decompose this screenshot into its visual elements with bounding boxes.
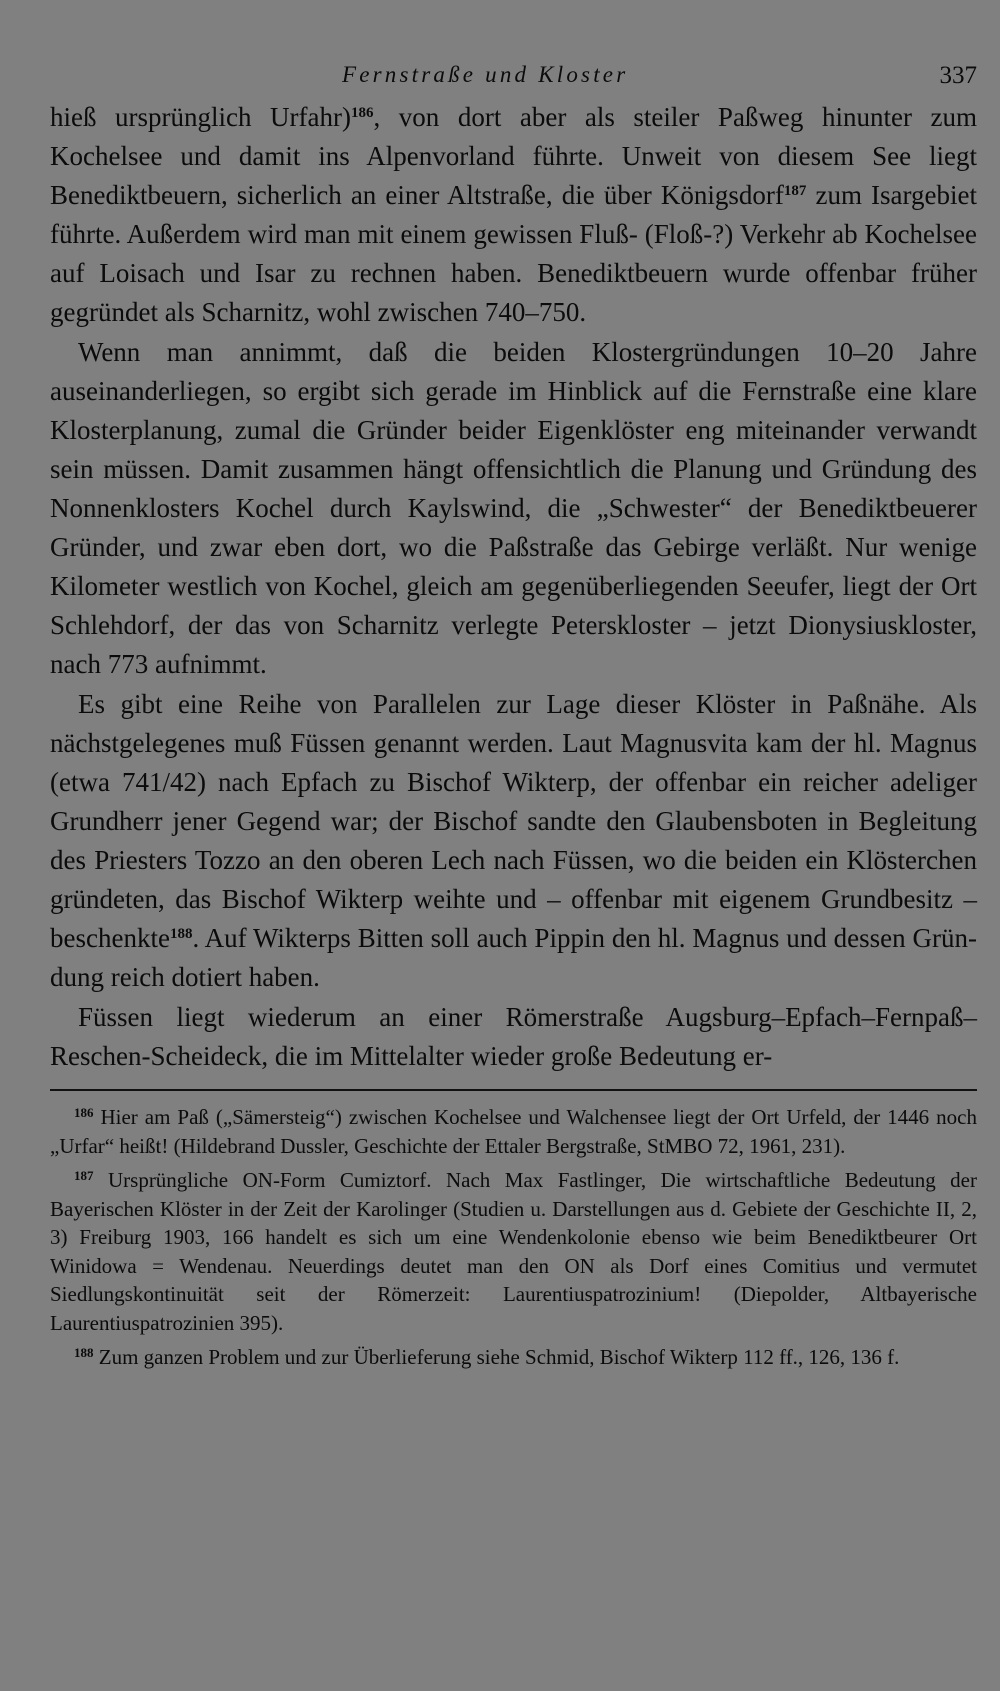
footnotes	[50, 1103, 977, 1372]
footnote-ref-188: 188	[169, 926, 193, 942]
footnote-187	[50, 1166, 977, 1337]
book-page	[50, 58, 977, 1372]
footnote-text-188: Zum ganzen Problem und zur Überlieferung siehe Schmid, Bischof Wikterp 112 ff., 126, 136 f.	[93, 1345, 900, 1369]
body-text	[50, 98, 977, 1076]
paragraph-3-part-b: . Auf Wikterps Bitten soll auch Pippin den hl. Magnus und dessen Gründung reich dotiert haben.	[50, 923, 977, 992]
paragraph-1-part-c: zum Isargebiet führte. Außerdem wird man mit einem gewissen Fluß- (Floß-?) Verkehr ab Kochelsee auf Loisach und Isar zu rechnen haben. Benediktbeuern wurde offenbar früher gegründet als Scharnitz, wohl zwischen 740–750.	[50, 180, 977, 327]
footnote-188	[50, 1343, 977, 1372]
footnote-number-187: 187	[74, 1168, 94, 1183]
running-title: Fernstraße und Kloster	[342, 62, 629, 87]
page-number: 337	[939, 62, 977, 89]
paragraph-2: Wenn man annimmt, daß die beiden Klostergründungen 10–20 Jahre auseinanderliegen, so ergibt sich gerade im Hinblick auf die Fernstraße eine klare Klosterplanung, zumal die Gründer beider Eigenklöster eng miteinander verwandt sein müssen. Damit zusammen hängt offensichtlich die Planung und Gründung des Nonnenklosters Kochel durch Kaylswind, die „Schwester“ der Benediktbeuerer Gründer, und zwar eben dort, wo die Paßstraße das Gebirge verläßt. Nur wenige Kilometer westlich von Kochel, gleich am gegenüberliegenden Seeufer, liegt der Ort Schlehdorf, der das von Scharnitz verlegte Peterskloster – jetzt Dionysiuskloster, nach 773 aufnimmt.	[50, 337, 977, 679]
footnote-186	[50, 1103, 977, 1160]
paragraph-1-part-a: hieß ursprünglich Urfahr)	[50, 102, 351, 132]
paragraph-3-part-a: Es gibt eine Reihe von Parallelen zur Lage dieser Klöster in Paßnähe. Als nächstgelegenes muß Füssen genannt werden. Laut Magnusvita kam der hl. Magnus (etwa 741/42) nach Epfach zu Bischof Wikterp, der offenbar ein reicher adeliger Grundherr jener Gegend war; der Bischof sandte den Glaubensboten in Begleitung des Priesters Tozzo an den oberen Lech nach Füssen, wo die beiden ein Klösterchen gründeten, das Bischof Wikterp weihte und – offenbar mit eigenem Grundbesitz – beschenkte	[50, 689, 977, 953]
footnote-number-186: 186	[74, 1105, 94, 1120]
footnote-ref-187: 187	[783, 183, 807, 199]
paragraph-1	[50, 98, 977, 332]
footnote-text-186: Hier am Paß („Sämersteig“) zwischen Kochelsee und Walchensee liegt der Ort Urfeld, der 1446 noch „Urfar“ heißt! (Hildebrand Dussler, Geschichte der Ettaler Bergstraße, StMBO 72, 1961, 231).	[50, 1105, 977, 1158]
paragraph-4: Füssen liegt wiederum an einer Römerstraße Augsburg–Epfach–Fernpaß–Reschen-Scheideck, die im Mittelalter wieder große Bedeutung er-	[50, 1002, 977, 1071]
footnote-number-188: 188	[74, 1345, 94, 1360]
footnote-ref-186: 186	[351, 105, 374, 121]
running-head	[50, 58, 977, 98]
footnote-text-187: Ursprüngliche ON-Form Cumiztorf. Nach Max Fastlinger, Die wirtschaftliche Bedeutung der Bayerischen Klöster in der Zeit der Karolinger (Studien u. Darstellungen aus d. Gebiete der Geschichte II, 2, 3) Freiburg 1903, 166 handelt es sich um eine Wendenkolonie ebenso wie beim Benediktbeurer Ort Winidowa = Wendenau. Neuerdings deutet man den ON als Dorf eines Comitius und vermutet Siedlungskontinuität seit der Römerzeit: Laurentiuspatrozinium! (Diepolder, Altbayerische Laurentiuspatrozinien 395).	[50, 1168, 977, 1335]
footnote-divider	[50, 1089, 977, 1091]
paragraph-1-part-b: , von dort aber als steiler Paßweg hinunter zum Kochelsee und damit ins Alpenvorland führte. Unweit von diesem See liegt Benediktbeuern, sicherlich an einer Altstraße, die über Königsdorf	[50, 102, 977, 210]
paragraph-3	[50, 685, 977, 997]
